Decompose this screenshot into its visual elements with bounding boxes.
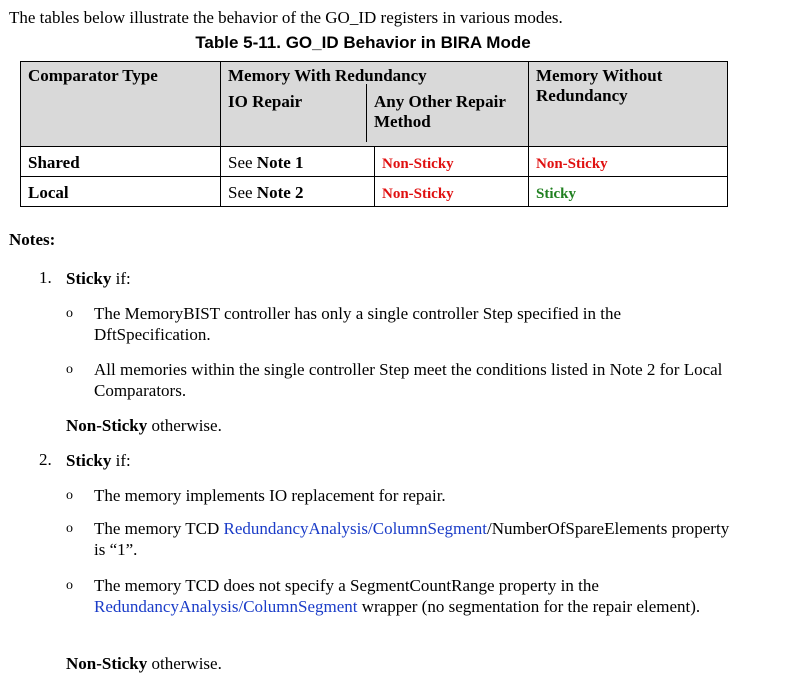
go-id-table [20,61,728,207]
row-other-value [375,177,529,207]
table-row [21,177,728,207]
column-segment-link[interactable]: RedundancyAnalysis/ColumnSegment [223,519,488,538]
note-number: 1. [39,268,52,287]
row-type: Shared [21,147,221,177]
row-see-note [221,177,375,207]
see-text: See [228,183,257,202]
bullet-icon: o [66,488,73,503]
non-sticky-label: Non-Sticky [66,416,148,435]
table-row [21,147,728,177]
note1-bullet-1: The MemoryBIST controller has only a single controller Step specified in the DftSpecification. [94,304,622,344]
header-memory-without-redundancy: Memory Without Redundancy [529,62,728,147]
row-type: Local [21,177,221,207]
row-without-value [529,177,728,207]
notes-heading: Notes: [9,230,56,249]
sticky-value: Sticky [536,186,577,202]
non-sticky-value: Non-Sticky [382,186,454,202]
non-sticky-label: Non-Sticky [66,654,148,673]
row-without-value [529,147,728,177]
header-io-repair: IO Repair [221,84,367,142]
otherwise-text: otherwise. [147,654,222,673]
header-any-other-repair: Any Other Repair Method [374,92,506,131]
table-caption: Table 5-11. GO_ID Behavior in BIRA Mode [195,33,531,52]
header-mwr-label: Memory With Redundancy [228,66,427,85]
see-text: See [228,153,257,172]
bullet-icon: o [66,521,73,536]
note1-bullet-2: All memories within the single controller Step meet the conditions listed in Note 2 for Local Comparators. [94,360,723,400]
non-sticky-value: Non-Sticky [536,156,608,172]
note-ref: Note 2 [256,183,304,202]
otherwise-text: otherwise. [147,416,222,435]
non-sticky-value: Non-Sticky [382,156,454,172]
intro-text: The tables below illustrate the behavior of the GO_ID registers in various modes. [9,8,563,27]
row-see-note [221,147,375,177]
row-other-value [375,147,529,177]
note-ref: Note 1 [256,153,304,172]
header-comparator-type: Comparator Type [21,62,221,147]
bullet-icon: o [66,362,73,377]
note2-otherwise [66,653,222,674]
sticky-label: Sticky [66,451,112,470]
b2-post: /NumberOfSpareElements property is “1”. [94,519,730,559]
note2-bullet-1: The memory implements IO replacement for repair. [94,486,446,505]
sticky-label: Sticky [66,269,112,288]
bullet-icon: o [66,306,73,321]
note1-heading [66,268,131,289]
note-number: 2. [39,450,52,469]
note2-bullet-2 [94,518,744,560]
b3-post: wrapper (no segmentation for the repair element). [357,597,701,616]
column-segment-link[interactable]: RedundancyAnalysis/ColumnSegment [94,597,358,616]
b3-pre: The memory TCD does not specify a SegmentCountRange property in the [94,576,599,595]
b2-pre: The memory TCD [94,519,224,538]
note1-otherwise [66,415,222,436]
if-text: if: [111,269,131,288]
note2-heading [66,450,131,471]
bullet-icon: o [66,578,73,593]
header-memory-with-redundancy [221,62,529,147]
note2-bullet-3 [94,575,704,617]
if-text: if: [111,451,131,470]
